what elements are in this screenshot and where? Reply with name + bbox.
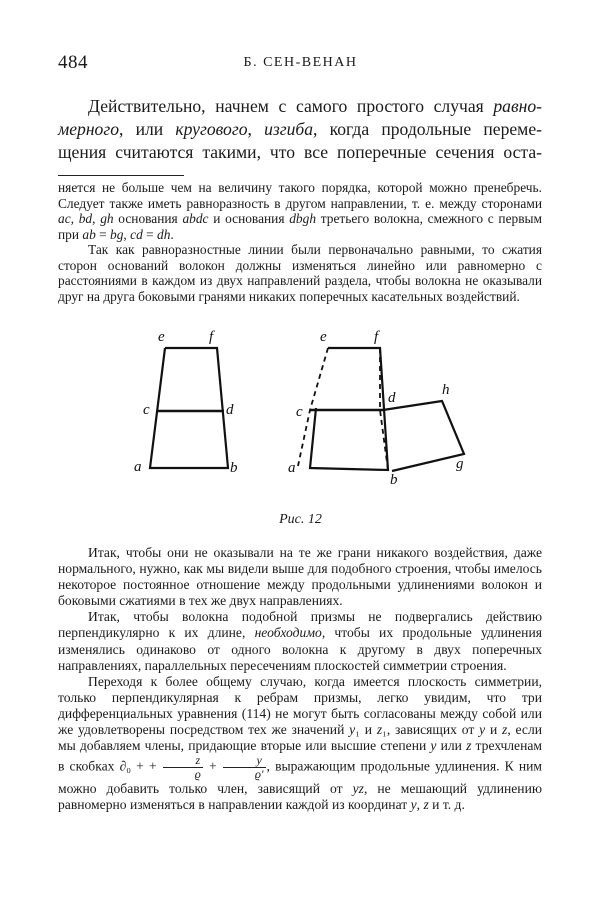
label-e-right: e (320, 329, 327, 345)
body-italic: z (376, 722, 383, 738)
footnote-paragraph: Так как равноразностные линии были первоначально равными, то сжатия сторон оснований волокон должны изменяться линейно или равномерно с расстояниями в каждом из двух направлений раздела, чтобы волокна не оказывали друг на друга боковыми гранями никаких поперечных касательных воздействий. (58, 242, 542, 304)
body-italic: z (502, 722, 508, 738)
formula-fraction: $\frac{y}{ϱ'}$ (223, 754, 266, 781)
footnote-italic: cd (130, 226, 143, 242)
footnote-italic: ac (58, 211, 71, 226)
body-paragraph: Итак, чтобы волокна подобной призмы не подвергались действию перпендикулярно к их длине, необходимо, чтобы их продольные удлинения изменялись одинаково от одного волокна к другому в двух поперечных направлениях, параллельных пересечениям плоскостей симметрии строения. (58, 609, 542, 673)
label-b-left: b (230, 460, 238, 476)
main-text-italic: мерного (58, 119, 120, 139)
main-text-italic: равно- (493, 96, 542, 116)
footnote (58, 180, 542, 304)
main-paragraph: Действительно, начнем с самого простого случая равно- мерного, или кругового, изгиба, когда продольные переме- щения считаются такими, что все поперечные сечения оста- (58, 96, 542, 162)
body-italic: yz (352, 781, 364, 797)
footnote-italic: dbgh (289, 211, 317, 226)
body-italic: z (423, 797, 429, 813)
label-a-right: a (288, 460, 296, 476)
label-d-left: d (226, 402, 234, 418)
body-italic: y (430, 738, 437, 754)
body-italic: z (466, 738, 472, 754)
footnote-paragraph: няется не больше чем на величину такого порядка, которой можно пренебречь. Следует также иметь равноразность в другом направлении, т. е. между сторонами ac, bd, gh основания abdc и основания dbgh третьего волокна, смежного с первым при ab = bg, cd = dh. (58, 180, 542, 242)
body-paragraph: Итак, чтобы они не оказывали на те же грани никакого воздействия, даже нормального, нужно, как мы видели выше для подобного строения, чтобы имелось некоторое постоянное отношение между продольными удлинениями волокон и боковыми сжатиями в тех же двух направлениях. (58, 545, 542, 609)
label-e-left: e (158, 329, 165, 345)
right-third-fiber (383, 401, 464, 471)
main-text-italic: изгиба (264, 119, 314, 139)
label-c-right: c (296, 404, 303, 420)
label-f-right: f (374, 329, 379, 345)
footnote-italic: gh (100, 211, 114, 226)
body-paragraph: Переходя к более общему случаю, когда имеется плоскость симметрии, только перпендикулярная к ребрам призмы, легко увидим, что три дифференциальных уравнения (114) не могут быть согласованы между собой или же удовлетворены посредством тех же значений y₁ и z₁, зависящих от y и z, если мы добавляем члены, придающие вторые или высшие степени y или z трехчленам в скобках ∂₀ + + $\frac{z}{ϱ}$ + $\frac{y}{ϱ'}$ , выражающим продольные удлинения. К ним можно добавить только член, зависящий от yz, не мешающий удлинению равномерно изменяться в направлении каждой из координат y, z и т. д. (58, 673, 543, 813)
label-a-left: a (134, 459, 142, 475)
label-b-right: b (390, 472, 398, 486)
body-italic: необходимо (254, 625, 322, 641)
footnote-italic: bd (78, 211, 93, 226)
body-italic: y (349, 722, 356, 738)
footnote-italic: abdc (182, 211, 209, 226)
body-italic: y (479, 722, 486, 738)
figure-caption: Рис. 12 (279, 512, 322, 527)
formula-fraction: $\frac{z}{ϱ}$ (163, 754, 203, 781)
right-labels (288, 329, 464, 486)
right-figure (298, 348, 464, 471)
label-c-left: c (143, 402, 150, 418)
left-figure (150, 348, 228, 468)
left-outline (150, 348, 228, 468)
label-h-right: h (442, 382, 450, 398)
footnote-italic: ab (82, 226, 96, 242)
label-g-right: g (456, 456, 464, 472)
label-d-right: d (388, 390, 396, 406)
figure-12 (110, 326, 490, 486)
main-text-italic: кругового (175, 119, 248, 139)
footnote-italic: bg (110, 226, 124, 242)
footnote-italic: dh (157, 226, 171, 242)
running-title: Б. СЕН-ВЕНАН (243, 55, 358, 70)
footnote-rule (58, 175, 184, 176)
page-number: 484 (58, 52, 88, 73)
label-f-left: f (209, 329, 214, 345)
body-text (58, 545, 542, 813)
body-italic: y (410, 797, 417, 813)
